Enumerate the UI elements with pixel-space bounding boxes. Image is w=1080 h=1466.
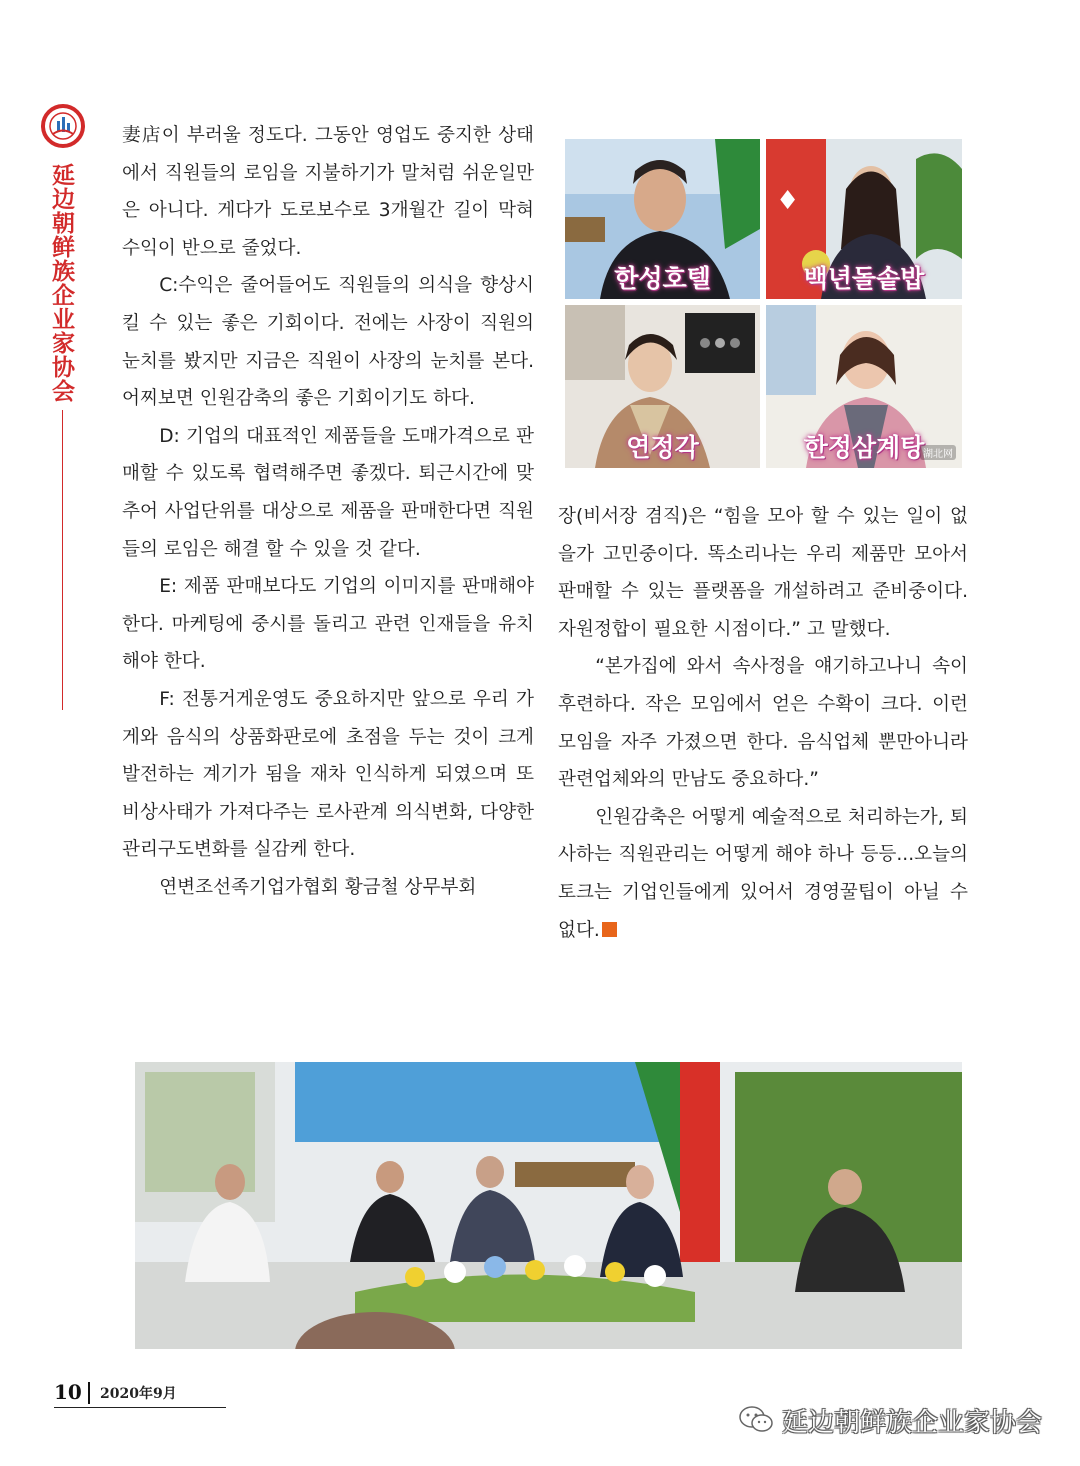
page-number-divider (88, 1382, 90, 1404)
photo-caption: 연정각 (626, 433, 699, 462)
left-column (122, 117, 534, 906)
photo-caption: 한정삼계탕 (803, 433, 925, 462)
photo-grid (565, 139, 962, 468)
left-paragraph: E: 제품 판매보다도 기업의 이미지를 판매해야 한다. 마케팅에 중시를 돌리고 관련 인재들을 유치해야 한다. (122, 576, 534, 673)
right-paragraph (558, 799, 968, 949)
wechat-account-name: 延边朝鲜族企业家协会 (782, 1407, 1043, 1438)
photo-hansung-hotel (565, 139, 760, 299)
photo-caption: 한성호텔 (614, 264, 711, 293)
meeting-photo (135, 1062, 962, 1349)
wechat-icon (738, 1405, 774, 1435)
wechat-watermark (738, 1400, 1042, 1440)
right-column (558, 498, 968, 949)
photo-yeonjeonggak (565, 305, 760, 468)
side-divider (62, 410, 63, 710)
page-number: 10 (54, 1380, 82, 1404)
photo-caption: 백년돌솥밥 (803, 264, 925, 293)
photo-watermark: 湖北网 (920, 445, 956, 460)
meeting-photo-image (135, 1062, 962, 1349)
side-title: 延边朝鲜族企业家协会 (48, 163, 74, 403)
photo-hanjeong-samgyetang (766, 305, 962, 468)
right-paragraph: “본가집에 와서 속사정을 얘기하고나니 속이 후련하다. 작은 모임에서 얻은 수확이 크다. 이런 모임을 자주 가졌으면 한다. 음식업체 뿐만아니라 관련업체와의 만남도 중요하다.” (558, 656, 968, 791)
footer-rule (54, 1407, 226, 1408)
left-paragraph: F: 전통거게운영도 중요하지만 앞으로 우리 가게와 음식의 상품화판로에 초점을 두는 것이 크게 발전하는 계기가 됨을 재차 인식하게 되였으며 또 비상사태가 가져다주는 로사관계 의식변화, 다양한 관리구도변화를 실감케 한다. (122, 688, 534, 861)
right-paragraph: 장(비서장 겸직)은 “힘을 모아 할 수 있는 일이 없을가 고민중이다. 똑소리나는 우리 제품만 모아서 판매할 수 있는 플랫폼을 개설하려고 준비중이다. 자원정합이 필요한 시점이다.” 고 말했다. (558, 506, 968, 640)
left-paragraph: 연변조선족기업가협회 황금철 상무부회 (159, 876, 477, 898)
association-logo (40, 103, 86, 149)
photo-baeknyeon-dolsotbap (766, 139, 962, 299)
left-paragraph: C:수익은 줄어들어도 직원들의 의식을 향상시킬 수 있는 좋은 기회이다. 전에는 사장이 직원의 눈치를 봤지만 지금은 직원이 사장의 눈치를 본다. 어찌보면 인원감축의 좋은 기회이기도 하다. (122, 275, 534, 410)
left-paragraph: D: 기업의 대표적인 제품들을 도매가격으로 판매할 수 있도록 협력해주면 좋겠다. 퇴근시간에 맞추어 사업단위를 대상으로 제품을 판매한다면 직원들의 로임은 해결 할 수 있을 것 같다. (122, 425, 534, 560)
left-paragraph: 妻店이 부러울 정도다. 그동안 영업도 중지한 상태에서 직원들의 로임을 지불하기가 말처럼 쉬운일만은 아니다. 게다가 도로보수로 3개월간 길이 막혀 수익이 반으로 줄었다. (122, 125, 534, 259)
issue-date: 2020年9月 (100, 1386, 177, 1402)
right-paragraph-text: 인원감축은 어떻게 예술적으로 처리하는가, 퇴사하는 직원관리는 어떻게 해야 하나 등등...오늘의 토크는 기업인들에게 있어서 경영꿀팁이 아닐 수 없다. (558, 806, 968, 941)
end-of-article-mark (602, 922, 617, 937)
svg-text:♦: ♦ (776, 186, 800, 216)
